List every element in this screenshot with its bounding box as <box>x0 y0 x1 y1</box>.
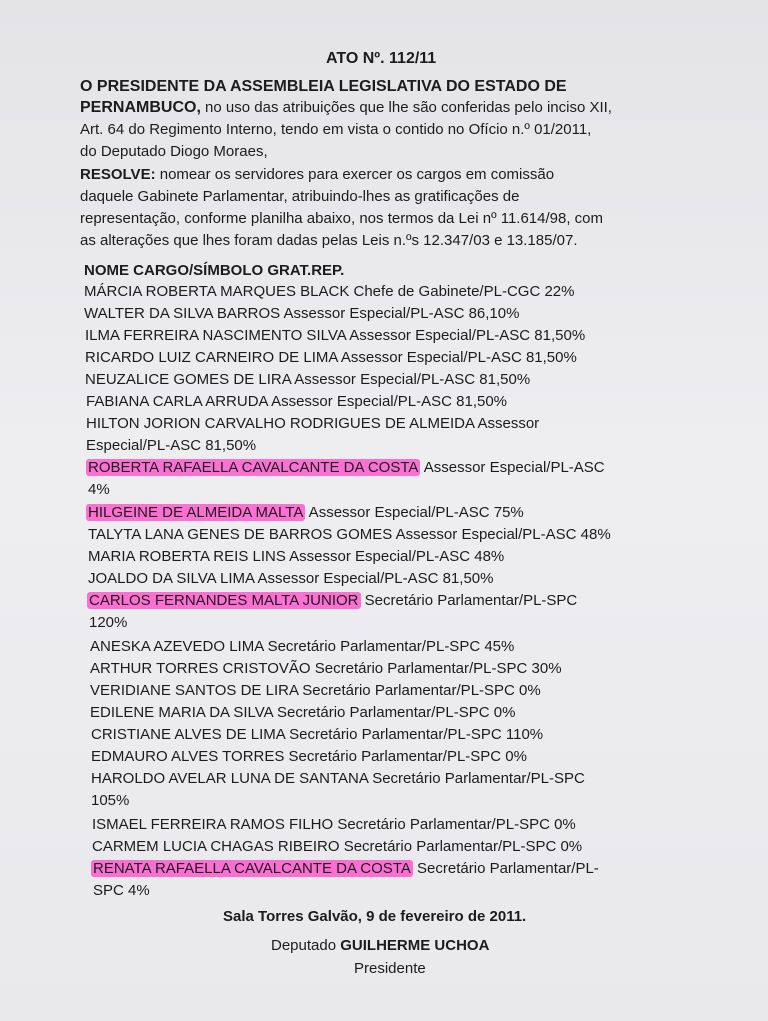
list-item-text: Secretário Parlamentar/PL- <box>412 860 599 877</box>
list-item <box>84 305 519 323</box>
list-item <box>90 682 541 700</box>
list-item <box>86 415 539 433</box>
list-item <box>88 548 504 566</box>
place-date <box>223 908 526 926</box>
list-item-text: NEUZALICE GOMES DE LIRA Assessor Especial/PL-ASC 81,50% <box>85 371 531 388</box>
list-item-text: Assessor Especial/PL-ASC 75% <box>305 504 524 521</box>
highlighted-name: CARLOS FERNANDES MALTA JUNIOR <box>89 592 359 609</box>
list-item <box>89 592 577 610</box>
table-header <box>84 262 344 280</box>
list-item <box>93 860 599 878</box>
list-item-text: 120% <box>89 614 128 631</box>
list-item-text: 4% <box>88 481 110 498</box>
list-item <box>86 437 256 455</box>
list-item <box>91 770 585 788</box>
intro-bold-2: PERNAMBUCO, <box>80 99 201 116</box>
document-title: ATO Nº. 112/11 <box>326 50 437 67</box>
list-item-text: HILTON JORION CARVALHO RODRIGUES DE ALMEIDA Assessor <box>86 415 540 432</box>
list-item <box>85 371 530 389</box>
list-item-text: CRISTIANE ALVES DE LIMA Secretário Parlamentar/PL-SPC 110% <box>91 726 544 743</box>
highlighted-name: RENATA RAFAELLA CAVALCANTE DA COSTA <box>93 860 411 877</box>
list-item-text: MARIA ROBERTA REIS LINS Assessor Especial/PL-ASC 48% <box>88 548 505 565</box>
list-item-text: MÁRCIA ROBERTA MARQUES BLACK Chefe de Gabinete/PL-CGC 22% <box>84 283 575 300</box>
list-item-text: ILMA FERREIRA NASCIMENTO SILVA Assessor Especial/PL-ASC 81,50% <box>85 327 586 344</box>
list-item <box>91 792 129 810</box>
list-item-text: Especial/PL-ASC 81,50% <box>86 437 257 454</box>
list-item-text: ARTHUR TORRES CRISTOVÃO Secretário Parlamentar/PL-SPC 30% <box>90 660 562 677</box>
list-item <box>85 349 577 367</box>
list-item-text: CARMEM LUCIA CHAGAS RIBEIRO Secretário Parlamentar/PL-SPC 0% <box>92 838 583 855</box>
table-header-text: NOME CARGO/SÍMBOLO GRAT.REP. <box>84 262 345 279</box>
intro-line-1 <box>80 78 567 96</box>
list-item-text: EDMAURO ALVES TORRES Secretário Parlamentar/PL-SPC 0% <box>91 748 527 765</box>
list-item-text: Assessor Especial/PL-ASC <box>420 459 605 476</box>
resolve-line-3: representação, conforme planilha abaixo, nos termos da Lei nº 11.614/98, com <box>80 210 604 227</box>
list-item-text: WALTER DA SILVA BARROS Assessor Especial/PL-ASC 86,10% <box>84 305 520 322</box>
list-item <box>90 638 514 656</box>
intro-rest-1: no uso das atribuições que lhe são conferidas pelo inciso XII, <box>200 99 612 116</box>
list-item <box>92 838 582 856</box>
list-item-text: SPC 4% <box>93 882 150 899</box>
list-item <box>91 726 543 744</box>
signer-line <box>271 937 489 955</box>
place-date-text: Sala Torres Galvão, 9 de fevereiro de 2011. <box>223 908 527 925</box>
signer-name: GUILHERME UCHOA <box>340 937 490 954</box>
list-item-text: VERIDIANE SANTOS DE LIRA Secretário Parlamentar/PL-SPC 0% <box>90 682 541 699</box>
list-item <box>90 660 562 678</box>
list-item <box>88 570 493 588</box>
list-item-text: TALYTA LANA GENES DE BARROS GOMES Assessor Especial/PL-ASC 48% <box>88 526 611 543</box>
list-item <box>88 459 605 477</box>
intro-bold-1: O PRESIDENTE DA ASSEMBLEIA LEGISLATIVA DO ESTADO DE <box>80 78 567 95</box>
list-item <box>91 748 527 766</box>
signer-prefix: Deputado <box>271 937 341 954</box>
list-item-text: FABIANA CARLA ARRUDA Assessor Especial/PL-ASC 81,50% <box>86 393 508 410</box>
list-item-text: HAROLDO AVELAR LUNA DE SANTANA Secretário Parlamentar/PL-SPC <box>91 770 585 787</box>
resolve-rest-1: nomear os servidores para exercer os cargos em comissão <box>155 166 555 183</box>
list-item <box>92 816 576 834</box>
list-item <box>88 481 110 499</box>
resolve-line-1 <box>80 166 554 184</box>
highlighted-name: ROBERTA RAFAELLA CAVALCANTE DA COSTA <box>88 459 419 476</box>
list-item-text: RICARDO LUIZ CARNEIRO DE LIMA Assessor Especial/PL-ASC 81,50% <box>85 349 577 366</box>
signer-role: Presidente <box>354 960 426 977</box>
resolve-label: RESOLVE: <box>80 166 156 183</box>
list-item <box>86 393 507 411</box>
list-item <box>90 704 515 722</box>
list-item-text: EDILENE MARIA DA SILVA Secretário Parlamentar/PL-SPC 0% <box>90 704 516 721</box>
list-item-text: Secretário Parlamentar/PL-SPC <box>360 592 578 609</box>
resolve-line-2: daquele Gabinete Parlamentar, atribuindo-lhes as gratificações de <box>80 188 520 205</box>
list-item <box>89 614 127 632</box>
intro-line-4: do Deputado Diogo Moraes, <box>80 143 268 160</box>
list-item-text: 105% <box>91 792 130 809</box>
list-item <box>85 327 585 345</box>
list-item <box>88 526 611 544</box>
list-item-text: ANESKA AZEVEDO LIMA Secretário Parlamentar/PL-SPC 45% <box>90 638 515 655</box>
list-item-text: JOALDO DA SILVA LIMA Assessor Especial/PL-ASC 81,50% <box>88 570 494 587</box>
highlighted-name: HILGEINE DE ALMEIDA MALTA <box>88 504 304 521</box>
list-item <box>88 504 524 522</box>
intro-line-2 <box>80 99 612 117</box>
resolve-line-4: as alterações que lhes foram dadas pelas Leis n.ºs 12.347/03 e 13.185/07. <box>80 232 578 249</box>
list-item <box>93 882 150 900</box>
list-item <box>84 283 574 301</box>
intro-line-3: Art. 64 do Regimento Interno, tendo em vista o contido no Ofício n.º 01/2011, <box>80 121 592 138</box>
list-item-text: ISMAEL FERREIRA RAMOS FILHO Secretário Parlamentar/PL-SPC 0% <box>92 816 576 833</box>
